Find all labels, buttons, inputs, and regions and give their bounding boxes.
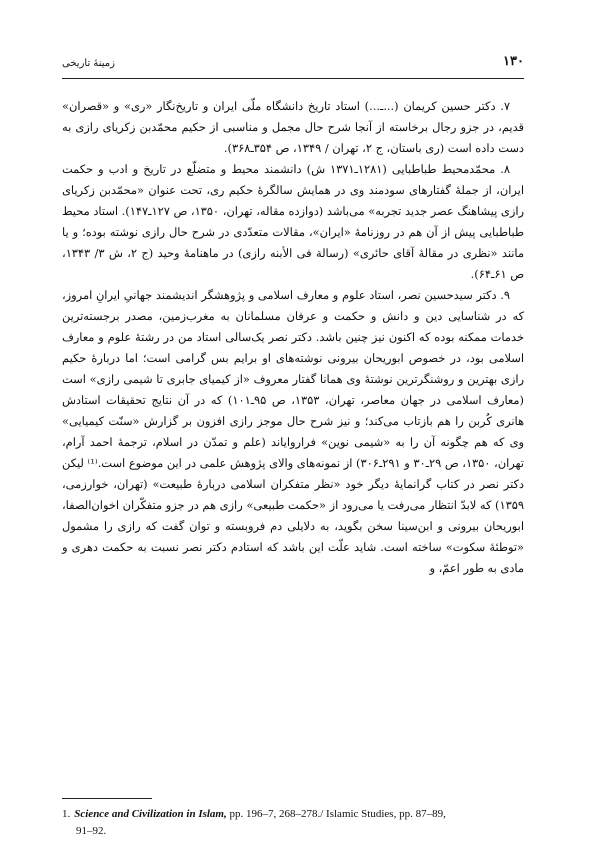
footnote-title: Science and Civilization in Islam, — [74, 808, 227, 820]
body-text — [62, 96, 524, 579]
paragraph-8: ۸. محمّدمحیط طباطبایی (۱۲۸۱ـ۱۳۷۱ ش) دانشمند محیط و متضلّع در تاریخ و ادب و حکمت ایران، از جملهٔ گفتارهای سودمند وی در همایش سالگرهٔ حکیم ری، تحت عنوان «محمّدبن زکریای رازی پیشاهنگ عصر جدید تجربه» می‌باشد (دوازده مقاله، تهران، ۱۳۵۰، ص ۱۲۷ـ۱۴۷). استاد محیط طباطبایی پیش از آن هم در روزنامهٔ «ایران»، مقالات متعدّدی در شرح حال رازی نوشته بوده؛ و یا مانند «نظری در مقالهٔ آقای حائری» (رسالة فی الأبنه رازی) در ماهنامهٔ وحید (ج ۲، ش ۳/ ۱۳۴۳، ص ۶۱ـ۶۴). — [62, 162, 524, 281]
footnote-number: 1. — [62, 808, 71, 820]
footnote-text: pp. 196–7, 268–278./ Islamic Studies, pp. 87–89, — [226, 808, 446, 820]
running-head: زمینهٔ تاریخی — [62, 58, 115, 69]
page-number: ۱۳۰ — [503, 54, 524, 69]
footnote-continuation: 91–92. — [76, 825, 107, 837]
paragraph-7: ۷. دکتر حسین کریمان (...ـ...) استاد تاریخ دانشگاه ملّی ایران و تاریخ‌نگار «ری» و «قصران» قدیم، در جزو رجال برخاسته از آنجا شرح حال مجمل و مناسبی از حکیم محمّدبن زکریای رازی به دست داده است (ری باستان، ج ۲، تهران / ۱۳۴۹، ص ۳۵۴ـ۳۶۸). — [62, 99, 524, 155]
footnote — [62, 806, 524, 840]
page-header — [62, 52, 524, 79]
paragraph-9: ۹. دکتر سیدحسین نصر، استاد علوم و معارف اسلامی و پژوهشگر اندیشمند جهانیِ ایرانِ امروز، که در شناسایی دین و دانش و حکمت و عرفان مسلمانان به مغرب‌زمین، مصدر برجسته‌ترین خدمات ممکنه بوده که اکنون نیز چنین باشد. دکتر نصر یک‌سالی استاد من در رشتهٔ علوم و معارف اسلامی بود، در خصوص ابوریحان بیرونی نوشته‌های او برایم بس گرامی است؛ اما دربارهٔ حکیم رازی بهترین و روشنگرترین نوشتهٔ وی همانا گفتار معروف «از کیمیای جابری تا شیمی رازی» است (معارف اسلامی در جهان معاصر، تهران، ۱۳۵۳، ص ۹۵ـ۱۰۱) که در آن نتایج تحقیقات استادش هانری کُربن را هم بازتاب می‌کند؛ و نیز شرح حال موجز رازی افزون بر گزارش «سنّت کیمیایی» وی که هم چگونه آن را به «شیمی نوین» فراروایاند (علم و تمدّن در اسلام، ترجمهٔ احمد آرام، تهران، ۱۳۵۰، ص ۲۹ـ۳۰ و ۲۹۱ـ۳۰۶) از نمونه‌های والای پژوهش علمی در این موضوع است.⁽¹⁾ لیکن دکتر نصر در کتاب گرانمایهٔ دیگر خود «نظر متفکران اسلامی دربارهٔ طبیعت» (تهران، خوارزمی، ۱۳۵۹) که لابدّ انتظار می‌رفت یا می‌رود از «حکمت طبیعی» رازی هم در جزو متفکّران اخوان‌الصفا، ابوریحان بیرونی و ابن‌سینا سخن بگوید، به دلایلی دم فروبسته و توان گفت که رازی را مشمول «توطئهٔ سکوت» ساخته است. شاید علّت این باشد که استادم دکتر نصر نسبت به حکمت دهری و مادی به طور اعمّ، و — [62, 288, 524, 575]
footnote-divider — [62, 798, 152, 799]
